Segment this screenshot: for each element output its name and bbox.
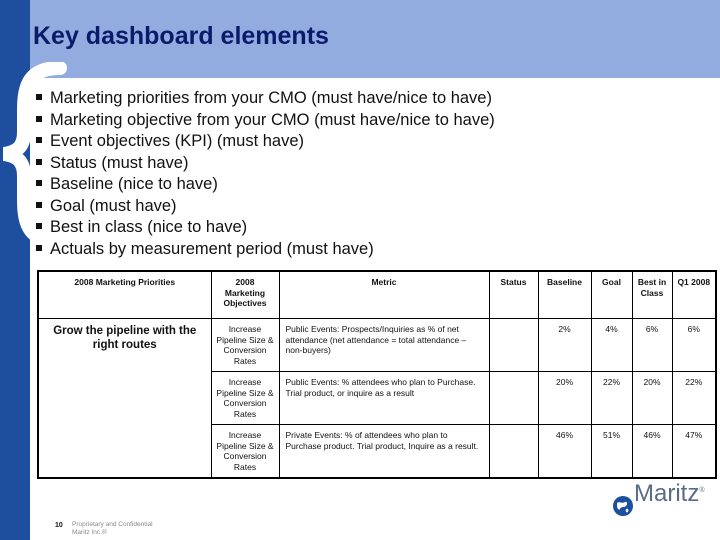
bullet-item: Best in class (nice to have): [36, 217, 495, 239]
bullet-marker-icon: [36, 223, 42, 229]
q1-cell: 47%: [672, 425, 716, 479]
metric-cell: Private Events: % of attendees who plan to Purchase product. Trial product, Inquire as a result.: [279, 425, 489, 479]
bullet-item: Baseline (nice to have): [36, 174, 495, 196]
bullet-item: Marketing objective from your CMO (must have/nice to have): [36, 110, 495, 132]
maritz-logo: [612, 480, 714, 520]
bullet-marker-icon: [36, 180, 42, 186]
q1-cell: 22%: [672, 372, 716, 425]
column-header-objectives: 2008 Marketing Objectives: [211, 271, 279, 319]
bullet-item: Event objectives (KPI) (must have): [36, 131, 495, 153]
metric-cell: Public Events: % attendees who plan to Purchase. Trial product, or inquire as a result: [279, 372, 489, 425]
q1-cell: 6%: [672, 319, 716, 372]
goal-cell: 4%: [591, 319, 632, 372]
table-row: [38, 319, 716, 372]
best-in-class-cell: 20%: [632, 372, 672, 425]
column-header-q1-2008: Q1 2008: [672, 271, 716, 319]
confidential-notice: [72, 521, 153, 537]
best-in-class-cell: 6%: [632, 319, 672, 372]
goal-cell: 22%: [591, 372, 632, 425]
status-cell: [489, 425, 538, 479]
bullet-item: Actuals by measurement period (must have): [36, 239, 495, 261]
bullet-item: Marketing priorities from your CMO (must have/nice to have): [36, 88, 495, 110]
objective-cell: Increase Pipeline Size & Conversion Rates: [211, 319, 279, 372]
goal-cell: 51%: [591, 425, 632, 479]
slide-title: Key dashboard elements: [33, 22, 329, 50]
bullet-marker-icon: [36, 202, 42, 208]
column-header-status: Status: [489, 271, 538, 319]
bullet-marker-icon: [36, 159, 42, 165]
column-header-best-in-class: Best in Class: [632, 271, 672, 319]
objective-cell: Increase Pipeline Size & Conversion Rates: [211, 425, 279, 479]
column-header-metric: Metric: [279, 271, 489, 319]
bullet-marker-icon: [36, 137, 42, 143]
best-in-class-cell: 46%: [632, 425, 672, 479]
page-number: 10: [55, 522, 63, 529]
baseline-cell: 2%: [538, 319, 591, 372]
bullet-marker-icon: [36, 245, 42, 251]
table-header-row: [38, 271, 716, 319]
bullet-marker-icon: [36, 116, 42, 122]
column-header-goal: Goal: [591, 271, 632, 319]
bullet-item: Goal (must have): [36, 196, 495, 218]
bullet-list: [36, 88, 495, 260]
company-label: Maritz Inc.®: [72, 529, 107, 536]
dashboard-table: [37, 270, 717, 479]
globe-icon: [612, 495, 634, 517]
logo-wordmark: Maritz®: [634, 480, 705, 507]
column-header-baseline: Baseline: [538, 271, 591, 319]
baseline-cell: 46%: [538, 425, 591, 479]
objective-cell: Increase Pipeline Size & Conversion Rates: [211, 372, 279, 425]
priority-cell: Grow the pipeline with the right routes: [38, 319, 211, 479]
baseline-cell: 20%: [538, 372, 591, 425]
metric-cell: Public Events: Prospects/Inquiries as % of net attendance (net attendance = total attendance – non-buyers): [279, 319, 489, 372]
status-cell: [489, 319, 538, 372]
bullet-item: Status (must have): [36, 153, 495, 175]
column-header-priorities: 2008 Marketing Priorities: [38, 271, 211, 319]
bullet-marker-icon: [36, 94, 42, 100]
confidential-label: Proprietary and Confidential: [72, 521, 153, 528]
status-cell: [489, 372, 538, 425]
